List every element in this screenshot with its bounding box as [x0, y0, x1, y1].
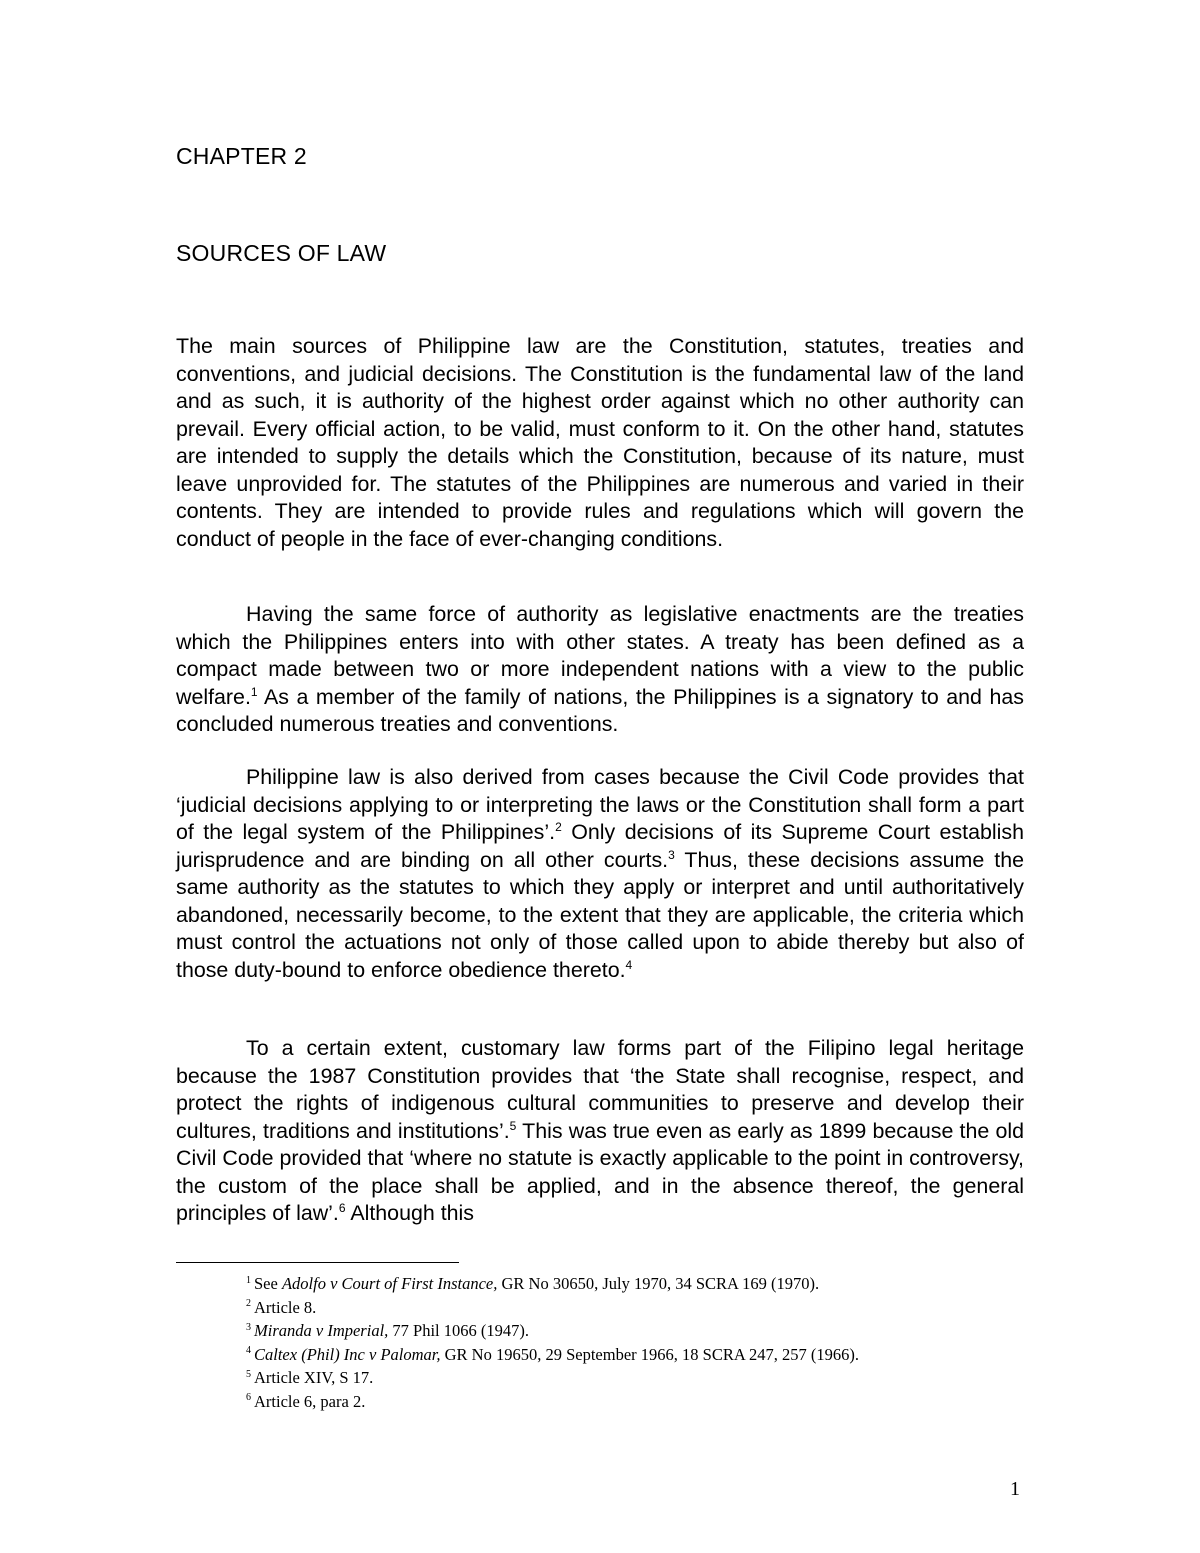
case-name: Miranda v Imperial,	[254, 1321, 389, 1340]
paragraph-3-text-a: Philippine law is also derived from cases because the Civil Code provides that ‘judicial decisions applying to or interpreting the laws or the Constitution shall form a part of the legal system of the Philippines’.	[176, 765, 1024, 844]
footnote-text: Article 6, para 2.	[254, 1391, 366, 1411]
page-title: SOURCES OF LAW	[176, 240, 387, 266]
footnote-citation: GR No 30650, July 1970, 34 SCRA 169 (1970).	[497, 1274, 820, 1293]
footnote-ref-1[interactable]: 1	[250, 684, 258, 699]
footnote-ref-3[interactable]: 3	[668, 847, 675, 862]
paragraph-4-text-a: To a certain extent, customary law forms part of the Filipino legal heritage because the 1987 Constitution provides that ‘the State shall recognise, respect, and protect the rights of indigenous cultural communities to preserve and develop their cultures, traditions and institutions’.	[176, 1036, 1024, 1143]
case-name: Adolfo v Court of First Instance,	[281, 1274, 498, 1293]
case-name: Caltex (Phil) Inc v Palomar,	[254, 1344, 441, 1364]
paragraph-3	[176, 764, 1024, 984]
footnote-ref-4[interactable]: 4	[625, 957, 633, 972]
footnote-citation: GR No 19650, 29 September 1966, 18 SCRA 247, 257 (1966).	[440, 1344, 859, 1364]
footnote-3	[246, 1321, 859, 1345]
footnote-number: 5	[246, 1368, 251, 1380]
chapter-heading: CHAPTER 2	[176, 143, 307, 169]
footnote-ref-5[interactable]: 5	[509, 1118, 517, 1133]
footnote-number: 2	[246, 1298, 251, 1309]
footnote-text: Article 8.	[254, 1297, 317, 1317]
footnote-separator	[176, 1262, 459, 1263]
page-number: 1	[1010, 1478, 1020, 1500]
footnote-number: 6	[246, 1392, 251, 1403]
paragraph-2-text-a: Having the same force of authority as legislative enactments are the treaties which the Philippines enters into with other states. A treaty has been defined as a compact made between two or more independent nations with a view to the public welfare.	[176, 602, 1024, 709]
footnote-2	[246, 1298, 859, 1322]
footnote-6	[246, 1392, 859, 1416]
paragraph-3-text-b: Only decisions of its Supreme Court establish jurisprudence and are binding on all other courts.	[176, 820, 1024, 872]
footnote-text: Article XIV, S 17.	[254, 1368, 374, 1387]
paragraph-4-text-c: Although this	[345, 1201, 474, 1225]
footnote-1	[246, 1274, 859, 1298]
footnote-4	[246, 1345, 859, 1369]
footnote-number: 3	[246, 1321, 251, 1333]
footnote-5	[246, 1368, 859, 1392]
paragraph-2	[176, 601, 1024, 739]
paragraph-1: The main sources of Philippine law are the Constitution, statutes, treaties and conventions, and judicial decisions. The Constitution is the fundamental law of the land and as such, it is authority of the highest order against which no other authority can prevail. Every official action, to be valid, must conform to it. On the other hand, statutes are intended to supply the details which the Constitution, because of its nature, must leave unprovided for. The statutes of the Philippines are numerous and varied in their contents. They are intended to provide rules and regulations which will govern the conduct of people in the face of ever-changing conditions.	[176, 334, 1024, 551]
footnote-citation: 77 Phil 1066 (1947).	[388, 1321, 529, 1340]
footnote-text: See	[254, 1274, 282, 1293]
footnote-ref-6[interactable]: 6	[338, 1200, 346, 1215]
paragraph-4-text-b: This was true even as early as 1899 because the old Civil Code provided that ‘where no statute is exactly applicable to the point in controversy, the custom of the place shall be applied, and in the absence thereof, the general principles of law’.	[176, 1118, 1024, 1225]
footnote-ref-2[interactable]: 2	[555, 819, 562, 834]
paragraph-3-text-c: Thus, these decisions assume the same authority as the statutes to which they apply or interpret and until authoritatively abandoned, necessarily become, to the extent that they are applicable, the criteria which must control the actuations not only of those called upon to abide thereby but also of those duty-bound to enforce obedience thereto.	[176, 847, 1024, 982]
paragraph-2-text-b: As a member of the family of nations, the Philippines is a signatory to and has concluded numerous treaties and conventions.	[176, 684, 1024, 736]
footnotes	[246, 1274, 859, 1415]
paragraph-4	[176, 1035, 1024, 1228]
footnote-number: 4	[246, 1345, 251, 1356]
footnote-number: 1	[246, 1274, 251, 1286]
